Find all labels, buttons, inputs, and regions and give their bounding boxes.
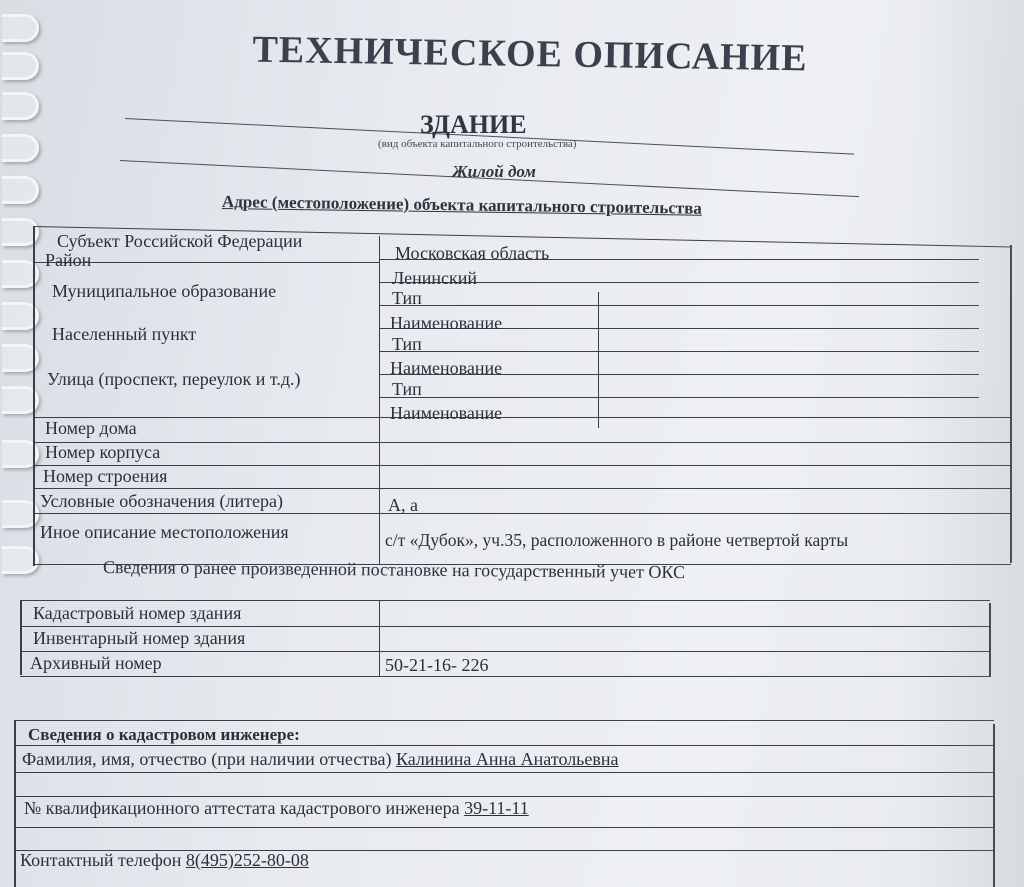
label-archive-number: Архивный номер [30,653,162,673]
engineer-cert-label: № квалификационного аттестата кадастрового инженера [24,798,460,818]
label-letter: Условные обозначения (литера) [40,491,283,511]
page-shadow [904,0,1024,887]
registration-heading: Сведения о ранее произведенной постановке на государственный учет ОКС [102,557,686,583]
municipality-type: Тип [392,288,422,308]
value-archive-number: 50-21-16- 226 [385,655,489,675]
street-name: Наименование [390,403,503,423]
object-type-note: (вид объекта капитального строительства) [378,138,577,150]
label-building: Номер корпуса [45,442,161,462]
building-purpose: Жилой дом [452,162,536,181]
binding-ring [2,92,39,120]
label-cadastral-number: Кадастровый номер здания [33,603,242,623]
label-street: Улица (проспект, переулок и т.д.) [47,369,301,389]
settlement-type: Тип [392,334,422,354]
label-house: Номер дома [45,418,137,438]
label-other-location: Иное описание местоположения [40,522,289,542]
engineer-cert-row [24,798,529,819]
label-subject: Субъект Российской Федерации [57,231,303,251]
address-heading: Адрес (местоположение) объекта капитального строительства [221,192,702,218]
settlement-name: Наименование [390,358,503,378]
engineer-name-value: Калинина Анна Анатольевна [395,749,619,769]
label-settlement: Населенный пункт [52,324,197,344]
engineer-phone-value: 8(495)252-80-08 [185,850,309,870]
engineer-name-row [22,749,619,770]
street-type: Тип [392,379,422,399]
municipality-name: Наименование [390,313,503,333]
engineer-cert-value: 39-11-11 [464,798,529,818]
engineer-heading: Сведения о кадастровом инженере: [28,725,300,744]
label-district: Район [45,250,92,270]
label-inventory-number: Инвентарный номер здания [33,628,246,648]
engineer-name-label: Фамилия, имя, отчество (при наличии отчества) [22,749,392,769]
value-subject: Московская область [395,243,550,263]
document-title: ТЕХНИЧЕСКОЕ ОПИСАНИЕ [252,28,808,80]
binding-ring [2,176,39,204]
engineer-phone-label: Контактный телефон [20,850,182,870]
object-type: ЗДАНИЕ [420,110,527,139]
label-municipality: Муниципальное образование [52,281,277,301]
binding-ring [2,134,39,162]
engineer-phone-row [20,850,309,871]
value-district: Ленинский [392,268,477,288]
value-other-location: с/т «Дубок», уч.35, расположенного в районе четвертой карты [385,530,849,550]
value-letter: А, а [388,495,418,515]
label-structure: Номер строения [43,466,168,486]
